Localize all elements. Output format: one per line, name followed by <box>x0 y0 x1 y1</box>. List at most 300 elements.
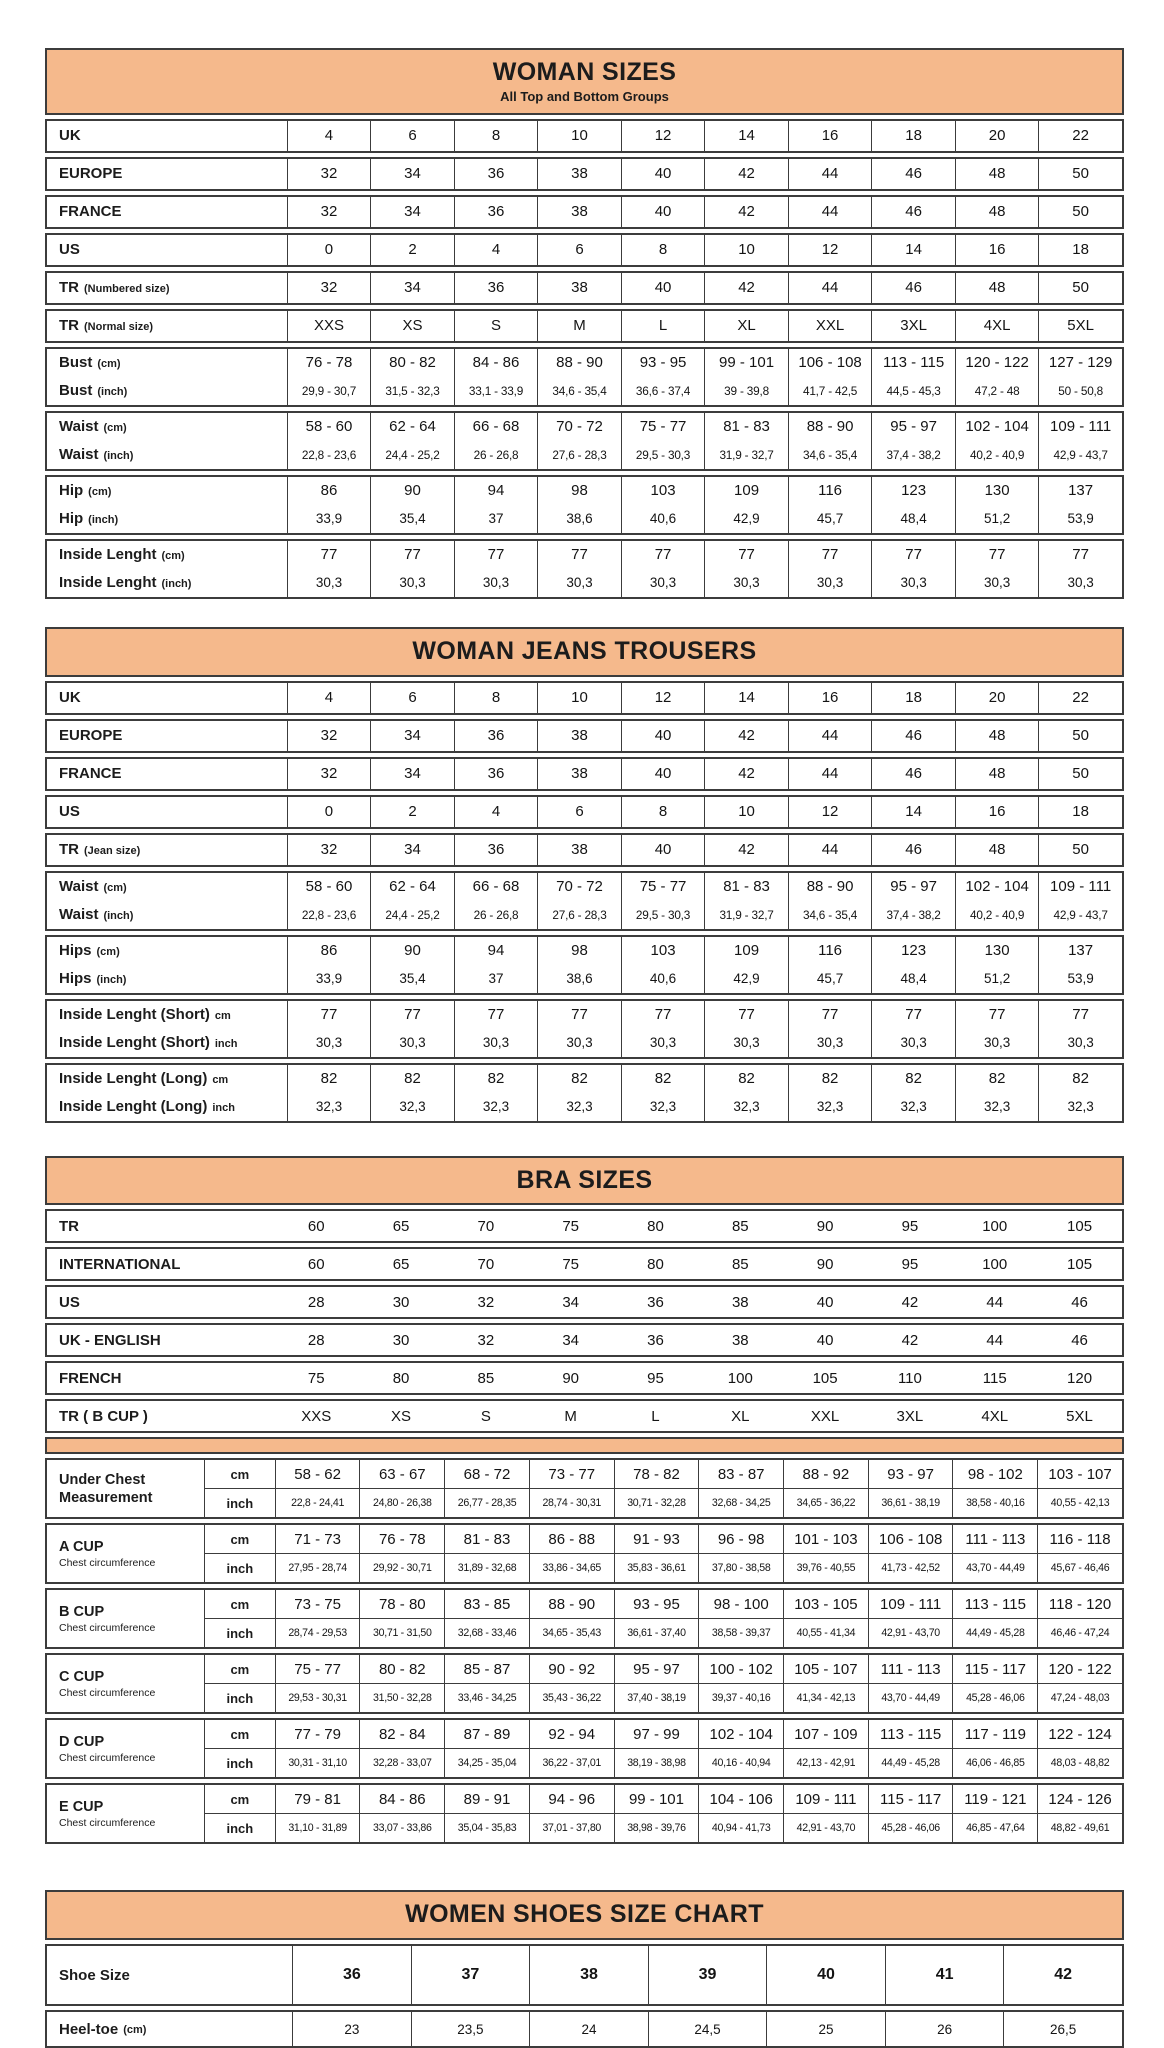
size-cell: 78 - 80 <box>359 1590 444 1618</box>
table-row-group <box>45 1247 1124 1281</box>
size-cell: 48 <box>955 273 1039 303</box>
size-cell: 44 <box>986 1331 1004 1349</box>
size-cell: 32 <box>477 1331 495 1349</box>
size-cell: 29,5 - 30,3 <box>621 441 705 469</box>
size-cell: 27,6 - 28,3 <box>537 901 621 929</box>
size-cell: 109 - 111 <box>868 1590 953 1618</box>
size-cell: 37 <box>454 505 538 533</box>
size-cell: 26 - 26,8 <box>454 901 538 929</box>
size-cell: 38 <box>529 1946 648 2004</box>
size-cell: 46,06 - 46,85 <box>952 1749 1037 1777</box>
size-cell: 38 <box>537 835 621 865</box>
size-cell: 32,3 <box>370 1093 454 1121</box>
size-cell: 110 <box>897 1369 922 1387</box>
size-cell: 100 <box>982 1255 1008 1273</box>
table-row <box>47 721 1122 751</box>
size-cell: 103 - 107 <box>1037 1460 1122 1488</box>
cup-unit-row <box>205 1460 1122 1488</box>
size-cell: 10 <box>537 683 621 713</box>
size-cell: 88 - 90 <box>788 873 872 901</box>
size-cell: 93 - 95 <box>621 349 705 377</box>
size-cell: 38,98 - 39,76 <box>614 1814 699 1842</box>
size-cell: XS <box>370 311 454 341</box>
size-cell: 4XL <box>955 311 1039 341</box>
table-row-group <box>45 157 1124 191</box>
unit-label: inch <box>226 1495 254 1511</box>
size-cell: 40,6 <box>621 505 705 533</box>
size-cell: 40 <box>621 835 705 865</box>
size-cell: 46 <box>1071 1331 1088 1349</box>
cup-row-group <box>45 1783 1124 1844</box>
size-cell: 66 - 68 <box>454 413 538 441</box>
size-cell: 50 <box>1038 759 1122 789</box>
size-cell: 4 <box>287 121 371 151</box>
row-label-text: TR <box>59 1217 79 1235</box>
table-header <box>45 627 1124 677</box>
size-cell: 34 <box>370 835 454 865</box>
size-cell: 70 <box>477 1255 495 1273</box>
row-label <box>47 797 287 827</box>
row-label-text: Inside Lenght <box>59 574 157 592</box>
size-cell: 6 <box>537 235 621 265</box>
cup-rows <box>204 1785 1122 1842</box>
table-header <box>45 48 1124 115</box>
size-cell: 37 <box>454 965 538 993</box>
size-cell: 50 <box>1038 721 1122 751</box>
size-cell: 32,3 <box>621 1093 705 1121</box>
size-cell: 36 <box>454 721 538 751</box>
size-cell: 34,6 - 35,4 <box>788 901 872 929</box>
size-cell: S <box>454 311 538 341</box>
size-cell: 16 <box>955 235 1039 265</box>
size-cell: 115 - 117 <box>868 1785 953 1813</box>
size-cell: 86 <box>287 937 371 965</box>
row-label-small: (cm) <box>88 485 112 498</box>
cup-rows <box>204 1460 1122 1517</box>
size-cell: XXL <box>810 1407 840 1425</box>
table-row <box>47 1065 1122 1093</box>
row-label-text: EUROPE <box>59 165 123 183</box>
size-cell: 32,3 <box>871 1093 955 1121</box>
row-label <box>47 965 287 993</box>
table-row <box>47 965 1122 993</box>
size-cell: 90 <box>562 1369 579 1387</box>
size-cell: 82 - 84 <box>359 1720 444 1748</box>
size-cell: 76 - 78 <box>359 1525 444 1553</box>
size-cell: 30,3 <box>1038 569 1122 597</box>
table-row-group <box>45 935 1124 995</box>
size-cell: 30,3 <box>537 569 621 597</box>
size-cell: 22 <box>1038 121 1122 151</box>
size-cell: 30,3 <box>537 1029 621 1057</box>
size-cell: 40,55 - 42,13 <box>1037 1489 1122 1517</box>
size-cell: 44 <box>788 759 872 789</box>
row-label-small: inch <box>212 1101 235 1114</box>
size-cell: 32 <box>287 721 371 751</box>
cup-label-sub: Chest circumference <box>59 1687 156 1700</box>
size-cell: XXS <box>287 311 371 341</box>
size-cell: 62 - 64 <box>370 873 454 901</box>
size-cell: 38 <box>731 1293 749 1311</box>
size-cell: 94 - 96 <box>529 1785 614 1813</box>
size-cell: 48,4 <box>871 965 955 993</box>
row-label <box>47 569 287 597</box>
size-cell: 48,03 - 48,82 <box>1037 1749 1122 1777</box>
cup-label <box>47 1590 204 1647</box>
size-cell: 122 - 124 <box>1037 1720 1122 1748</box>
size-cell: 46 <box>871 197 955 227</box>
size-cell: XXL <box>788 311 872 341</box>
row-label-text: Hip <box>59 482 84 500</box>
size-cell: 30,71 - 32,28 <box>614 1489 699 1517</box>
table-row-group <box>45 1323 1124 1357</box>
size-cell: 77 <box>454 1001 538 1029</box>
size-cell: 44 <box>788 197 872 227</box>
size-cell: 32,3 <box>454 1093 538 1121</box>
size-cell: 103 <box>621 937 705 965</box>
size-cell: 99 - 101 <box>614 1785 699 1813</box>
row-label <box>47 477 287 505</box>
size-cell: 100 - 102 <box>698 1655 783 1683</box>
size-cell: 77 <box>955 1001 1039 1029</box>
row-label <box>47 1325 274 1355</box>
size-cell: 77 <box>537 1001 621 1029</box>
size-cell: 38 <box>537 273 621 303</box>
size-cell: 44 <box>986 1293 1004 1311</box>
size-cell: 46 <box>871 721 955 751</box>
table-row <box>47 937 1122 965</box>
table-subtitle: All Top and Bottom Groups <box>500 88 669 104</box>
size-cell: 35,04 - 35,83 <box>444 1814 529 1842</box>
size-cell: 36 <box>454 835 538 865</box>
cup-unit-row <box>205 1683 1122 1712</box>
size-cell: 4 <box>454 797 538 827</box>
size-cell: 77 <box>788 1001 872 1029</box>
size-cell: 65 <box>392 1217 410 1235</box>
size-cell: 45,7 <box>788 505 872 533</box>
size-cell: 31,9 - 32,7 <box>704 901 788 929</box>
size-cell: 109 - 111 <box>1038 873 1122 901</box>
size-cell: 44,5 - 45,3 <box>871 377 955 405</box>
row-label-small: (inch) <box>96 973 127 986</box>
size-cell: 107 - 109 <box>783 1720 868 1748</box>
size-cell: 77 <box>871 541 955 569</box>
size-cell: 77 - 79 <box>275 1720 360 1748</box>
size-cell: 63 - 67 <box>359 1460 444 1488</box>
size-cell: 58 - 60 <box>287 413 371 441</box>
size-cell: 33,07 - 33,86 <box>359 1814 444 1842</box>
cup-label <box>47 1655 204 1712</box>
size-cell: 30,71 - 31,50 <box>359 1619 444 1647</box>
size-cell: 33,46 - 34,25 <box>444 1684 529 1712</box>
size-cell: 37,80 - 38,58 <box>698 1554 783 1582</box>
size-cell: 93 - 95 <box>614 1590 699 1618</box>
table-row <box>47 1325 1122 1355</box>
table-row <box>47 1029 1122 1057</box>
size-cell: 85 <box>731 1255 749 1273</box>
size-cell: 51,2 <box>955 965 1039 993</box>
cup-label-sub: Chest circumference <box>59 1752 156 1765</box>
size-cell: 12 <box>788 235 872 265</box>
size-cell: 70 - 72 <box>537 413 621 441</box>
row-label-text: UK <box>59 689 81 706</box>
table-row <box>47 1249 1122 1279</box>
size-cell: 86 <box>287 477 371 505</box>
size-cell: 118 - 120 <box>1037 1590 1122 1618</box>
size-cell: 42 <box>704 273 788 303</box>
size-cell: 98 - 102 <box>952 1460 1037 1488</box>
size-cell: 34 <box>562 1293 579 1311</box>
size-cell: 16 <box>788 121 872 151</box>
unit-label: cm <box>230 1791 250 1807</box>
table-row <box>47 413 1122 441</box>
table-row-group <box>45 119 1124 153</box>
size-cell: 50 <box>1038 197 1122 227</box>
size-cell: 5XL <box>1038 311 1122 341</box>
size-cell: 76 - 78 <box>287 349 371 377</box>
size-cell: 14 <box>871 797 955 827</box>
size-cell: 82 <box>621 1065 705 1093</box>
size-cell: 123 <box>871 477 955 505</box>
size-cell: 85 <box>731 1217 749 1235</box>
table-row-group <box>45 871 1124 931</box>
size-cell: 24 <box>529 2012 648 2046</box>
size-cell: 30,3 <box>788 569 872 597</box>
cup-rows <box>204 1720 1122 1777</box>
size-cell: 83 - 87 <box>698 1460 783 1488</box>
size-cell: 42,13 - 42,91 <box>783 1749 868 1777</box>
row-label-text: Inside Lenght <box>59 546 157 564</box>
size-cell: 26 <box>885 2012 1004 2046</box>
size-cell: 77 <box>704 541 788 569</box>
size-cell: 44 <box>788 721 872 751</box>
size-cell: 46,46 - 47,24 <box>1037 1619 1122 1647</box>
size-cell: 48,82 - 49,61 <box>1037 1814 1122 1842</box>
size-cell: 46 <box>871 759 955 789</box>
size-cell: 75 <box>307 1369 325 1387</box>
row-label-text: TR <box>59 279 79 297</box>
size-cell: 38,6 <box>537 965 621 993</box>
row-label-small: (Numbered size) <box>84 282 170 295</box>
size-cell: 47,2 - 48 <box>955 377 1039 405</box>
size-cell: 8 <box>454 683 538 713</box>
size-cell: 37,01 - 37,80 <box>529 1814 614 1842</box>
size-cell: 124 - 126 <box>1037 1785 1122 1813</box>
cup-label-sub: Chest circumference <box>59 1622 156 1635</box>
size-cell: 22 <box>1038 683 1122 713</box>
size-cell: 106 - 108 <box>868 1525 953 1553</box>
table-row-group <box>45 757 1124 791</box>
size-cell: 137 <box>1038 937 1122 965</box>
table-row <box>47 121 1122 151</box>
size-cell: 77 <box>621 541 705 569</box>
size-cell: 77 <box>1038 1001 1122 1029</box>
size-cell: 32,3 <box>287 1093 371 1121</box>
size-cell: 30,31 - 31,10 <box>275 1749 360 1777</box>
table-row-group <box>45 411 1124 471</box>
size-cell: 81 - 83 <box>444 1525 529 1553</box>
size-cell: 34 <box>370 197 454 227</box>
size-cell: 40 <box>816 1293 834 1311</box>
size-cell: 95 <box>647 1369 664 1387</box>
size-cell: 77 <box>287 1001 371 1029</box>
size-cell: 113 - 115 <box>952 1590 1037 1618</box>
size-cell: XL <box>731 1407 750 1425</box>
size-cell: M <box>564 1407 577 1425</box>
size-cell: 5XL <box>1066 1407 1093 1425</box>
size-cell: 103 - 105 <box>783 1590 868 1618</box>
cup-unit-row <box>205 1553 1122 1582</box>
row-label-text: Bust <box>59 382 93 400</box>
size-cell: 88 - 90 <box>529 1590 614 1618</box>
size-cell: 32,3 <box>1038 1093 1122 1121</box>
size-cell: 77 <box>454 541 538 569</box>
row-label <box>47 1001 287 1029</box>
size-cell: 44,49 - 45,28 <box>868 1749 953 1777</box>
size-cell: 95 - 97 <box>871 413 955 441</box>
size-cell: 8 <box>621 235 705 265</box>
size-cell: 42,9 <box>704 505 788 533</box>
table-row-group <box>45 271 1124 305</box>
size-cell: 90 <box>370 477 454 505</box>
size-cell: 34 <box>370 721 454 751</box>
size-cell: 80 - 82 <box>359 1655 444 1683</box>
size-cell: 105 <box>1067 1217 1093 1235</box>
size-cell: 73 - 75 <box>275 1590 360 1618</box>
size-cell: 41,73 - 42,52 <box>868 1554 953 1582</box>
table-row-group <box>45 1399 1124 1433</box>
size-cell: 130 <box>955 937 1039 965</box>
size-cell: 81 - 83 <box>704 413 788 441</box>
size-cell: 95 - 97 <box>614 1655 699 1683</box>
size-cell: 50 <box>1038 159 1122 189</box>
size-cell: 37,4 - 38,2 <box>871 901 955 929</box>
size-cell: 100 <box>727 1369 753 1387</box>
size-cell: 18 <box>871 121 955 151</box>
size-cell: 32,3 <box>704 1093 788 1121</box>
size-cell: 24,80 - 26,38 <box>359 1489 444 1517</box>
size-cell: 36 <box>454 159 538 189</box>
size-cell: 38,19 - 38,98 <box>614 1749 699 1777</box>
size-cell: 42,9 <box>704 965 788 993</box>
size-cell: 0 <box>287 235 371 265</box>
cup-row-group <box>45 1458 1124 1519</box>
size-cell: 3XL <box>871 311 955 341</box>
size-cell: 95 <box>901 1255 919 1273</box>
size-cell: 40,2 - 40,9 <box>955 441 1039 469</box>
size-cell: 85 <box>477 1369 495 1387</box>
row-label-small: (Jean size) <box>84 844 141 857</box>
size-cell: 87 - 89 <box>444 1720 529 1748</box>
size-cell: 40 <box>621 721 705 751</box>
cup-label-sub: Chest circumference <box>59 1557 156 1570</box>
size-cell: 38 <box>537 759 621 789</box>
table-row-group <box>45 681 1124 715</box>
size-cell: 37,4 - 38,2 <box>871 441 955 469</box>
size-cell: 12 <box>788 797 872 827</box>
size-cell: L <box>651 1407 660 1425</box>
size-cell: 30,3 <box>788 1029 872 1057</box>
size-cell: 20 <box>955 121 1039 151</box>
row-label-small: (inch) <box>97 385 128 398</box>
row-label <box>47 273 287 303</box>
row-label <box>47 121 287 151</box>
size-cell: 130 <box>955 477 1039 505</box>
row-label-text: EUROPE <box>59 727 123 744</box>
table-row-group <box>45 1285 1124 1319</box>
cup-label-text: B CUP <box>59 1604 105 1621</box>
cup-label-text: C CUP <box>59 1669 105 1686</box>
size-cell: 113 - 115 <box>871 349 955 377</box>
size-cell: 65 <box>392 1255 410 1273</box>
size-cell: 8 <box>621 797 705 827</box>
size-cell: 39 - 39,8 <box>704 377 788 405</box>
size-cell: 75 - 77 <box>621 413 705 441</box>
table-row <box>47 1401 1122 1431</box>
table-title: WOMAN SIZES <box>492 58 677 86</box>
size-cell: 37 <box>411 1946 530 2004</box>
size-cell: 30 <box>392 1331 410 1349</box>
cup-rows <box>204 1525 1122 1582</box>
size-cell: 109 <box>704 477 788 505</box>
size-cell: 82 <box>1038 1065 1122 1093</box>
size-cell: 35,4 <box>370 965 454 993</box>
row-label <box>47 1401 274 1431</box>
row-label <box>47 1946 292 2004</box>
row-label <box>47 937 287 965</box>
size-cell: 39,76 - 40,55 <box>783 1554 868 1582</box>
size-cell: 30,3 <box>871 1029 955 1057</box>
cup-unit-row <box>205 1813 1122 1842</box>
size-cell: 38,58 - 40,16 <box>952 1489 1037 1517</box>
size-cell: 40 <box>766 1946 885 2004</box>
size-cell: 116 <box>788 937 872 965</box>
size-cell: 30,3 <box>955 1029 1039 1057</box>
row-label <box>47 683 287 713</box>
row-label-text: US <box>59 241 80 259</box>
size-cell: 77 <box>871 1001 955 1029</box>
cup-unit-row <box>205 1655 1122 1683</box>
size-cell: 34 <box>562 1331 579 1349</box>
size-cell: 32 <box>477 1293 495 1311</box>
size-cell: 103 <box>621 477 705 505</box>
table-row <box>47 1287 1122 1317</box>
row-label-small: (cm) <box>161 549 185 562</box>
size-cell: 42 <box>901 1331 919 1349</box>
size-cell: 39,37 - 40,16 <box>698 1684 783 1712</box>
table-row <box>47 505 1122 533</box>
size-cell: 29,92 - 30,71 <box>359 1554 444 1582</box>
size-cell: 34,65 - 35,43 <box>529 1619 614 1647</box>
size-cell: 98 <box>537 937 621 965</box>
size-cell: 90 - 92 <box>529 1655 614 1683</box>
size-cell: 14 <box>704 683 788 713</box>
size-cell: 84 - 86 <box>454 349 538 377</box>
table-title: WOMAN JEANS TROUSERS <box>412 636 757 665</box>
size-cell: 82 <box>287 1065 371 1093</box>
size-cell: 32,28 - 33,07 <box>359 1749 444 1777</box>
table-row-group <box>45 833 1124 867</box>
row-label <box>47 349 287 377</box>
size-cell: 101 - 103 <box>783 1525 868 1553</box>
size-cell: 71 - 73 <box>275 1525 360 1553</box>
size-cell: 90 <box>816 1255 834 1273</box>
size-cell: 36,61 - 37,40 <box>614 1619 699 1647</box>
size-cell: 40 <box>816 1331 834 1349</box>
row-label-text: Waist <box>59 906 99 923</box>
size-cell: 31,5 - 32,3 <box>370 377 454 405</box>
size-cell: 45,7 <box>788 965 872 993</box>
